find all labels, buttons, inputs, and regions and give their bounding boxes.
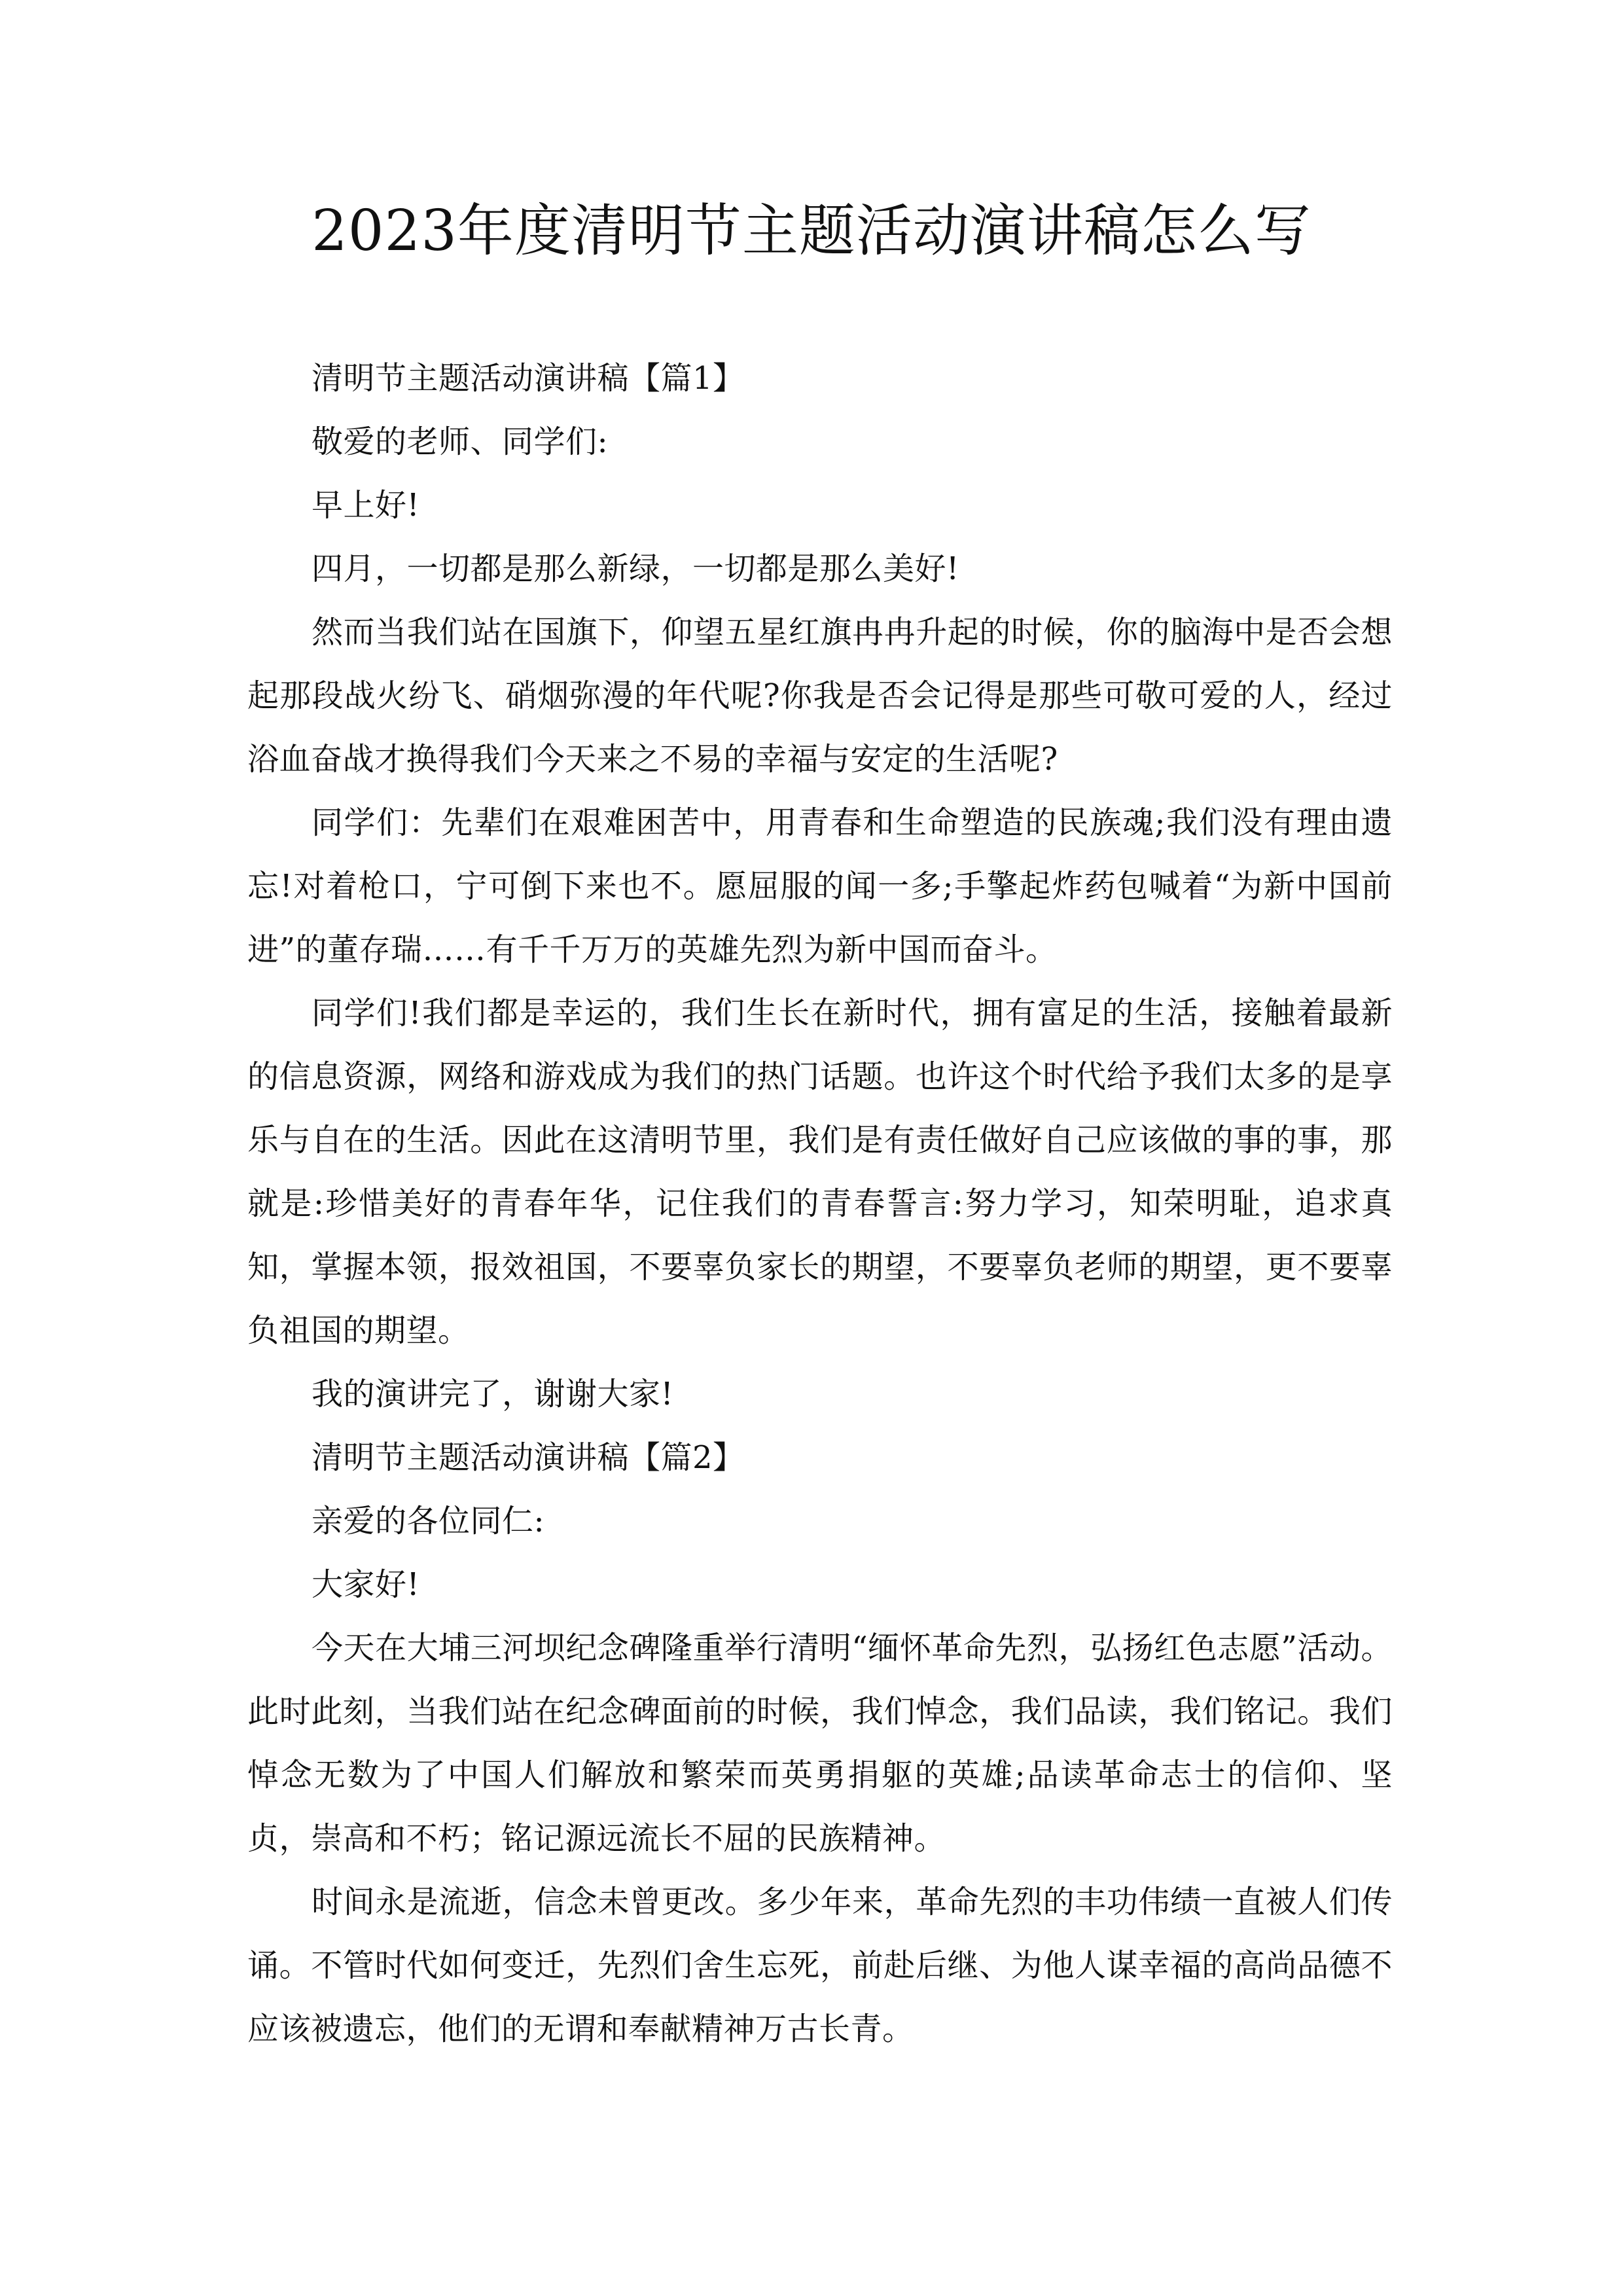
- paragraph: 时间永是流逝，信念未曾更改。多少年来，革命先烈的丰功伟绩一直被人们传诵。不管时代如何变迁，先烈们舍生忘死，前赴后继、为他人谋幸福的高尚品德不应该被遗忘，他们的无谓和奉献精神万古长青。: [247, 1884, 1393, 2047]
- closing-line: 我的演讲完了，谢谢大家!: [312, 1376, 674, 1412]
- paragraph: 然而当我们站在国旗下，仰望五星红旗冉冉升起的时候，你的脑海中是否会想起那段战火纷飞、硝烟弥漫的年代呢?你我是否会记得是那些可敬可爱的人，经过浴血奋战才换得我们今天来之不易的幸福与安定的生活呢?: [247, 614, 1393, 778]
- paragraph: 今天在大埔三河坝纪念碑隆重举行清明“缅怀革命先烈，弘扬红色志愿”活动。此时此刻，当我们站在纪念碑面前的时候，我们悼念，我们品读，我们铭记。我们悼念无数为了中国人们解放和繁荣而英勇捐躯的英雄;品读革命志士的信仰、坚贞，崇高和不朽；铭记源远流长不屈的民族精神。: [247, 1630, 1393, 1857]
- section-heading-2: 清明节主题活动演讲稿【篇2】: [312, 1439, 745, 1476]
- greeting: 早上好!: [312, 487, 420, 524]
- paragraph: 同学们：先辈们在艰难困苦中，用青春和生命塑造的民族魂;我们没有理由遗忘!对着枪口，宁可倒下来也不。愿屈服的闻一多;手擎起炸药包喊着“为新中国前进”的董存瑞……有千千万万的英雄先烈为新中国而奋斗。: [247, 804, 1393, 968]
- salutation: 亲爱的各位同仁:: [312, 1503, 545, 1539]
- document-title: 2023年度清明节主题活动演讲稿怎么写: [312, 198, 1311, 264]
- section-heading-1: 清明节主题活动演讲稿【篇1】: [312, 360, 745, 397]
- paragraph: 同学们!我们都是幸运的，我们生长在新时代，拥有富足的生活，接触着最新的信息资源，网络和游戏成为我们的热门话题。也许这个时代给予我们太多的是享乐与自在的生活。因此在这清明节里，我们是有责任做好自己应该做的事的事，那就是:珍惜美好的青春年华，记住我们的青春誓言:努力学习，知荣明耻，追求真知，掌握本领，报效祖国，不要辜负家长的期望，不要辜负老师的期望，更不要辜负祖国的期望。: [247, 995, 1393, 1349]
- greeting: 大家好!: [312, 1566, 420, 1603]
- salutation: 敬爱的老师、同学们:: [312, 423, 609, 460]
- document-body: [247, 347, 1393, 2061]
- paragraph: 四月，一切都是那么新绿，一切都是那么美好!: [312, 550, 959, 587]
